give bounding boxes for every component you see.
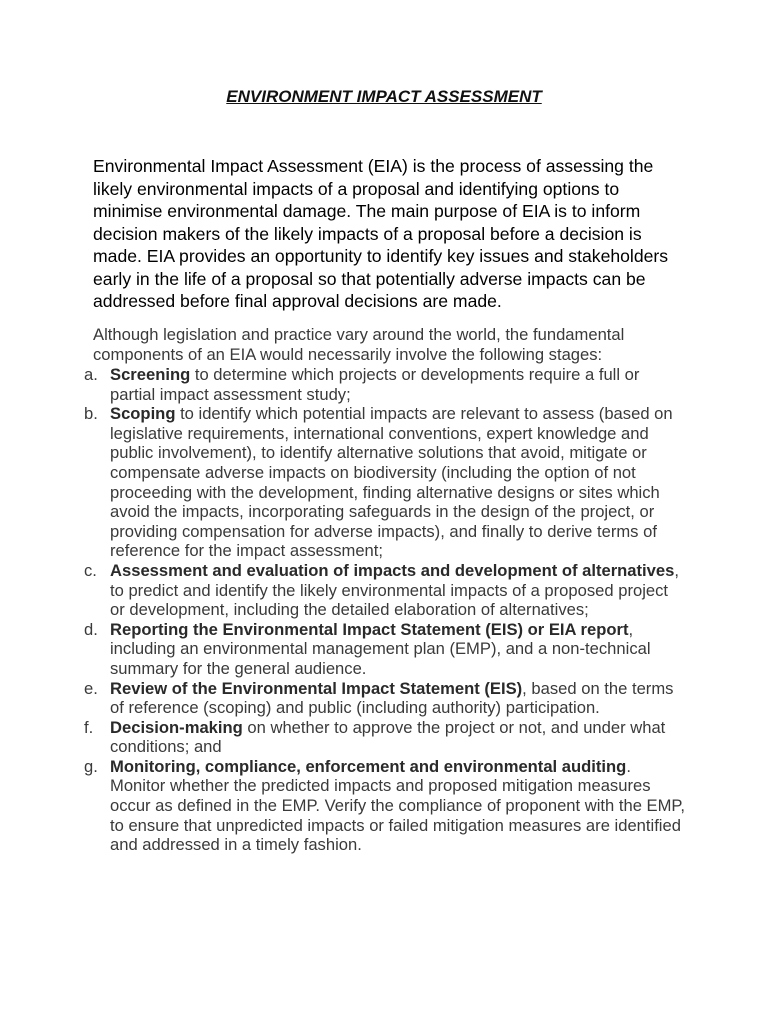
stage-body xyxy=(110,679,686,718)
stage-text: to determine which projects or developments require a full or partial impact assessment study; xyxy=(110,365,640,404)
stage-item-review xyxy=(82,679,686,718)
stage-item-scoping xyxy=(82,404,686,561)
document-title: ENVIRONMENT IMPACT ASSESSMENT xyxy=(226,87,542,106)
stage-body xyxy=(110,561,686,620)
stage-text: , to predict and identify the likely environmental impacts of a proposed project or development, including the detailed elaboration of alternatives; xyxy=(110,560,679,620)
stage-body xyxy=(110,404,686,561)
stage-item-reporting xyxy=(82,620,686,679)
stage-body xyxy=(110,365,686,404)
stage-text: , including an environmental management plan (EMP), and a non-technical summary for the general audience. xyxy=(110,619,651,678)
stage-term: Screening xyxy=(110,365,191,384)
stage-text: , based on the terms of reference (scoping) and public (including authority) participation. xyxy=(110,678,674,718)
stage-marker: a. xyxy=(84,365,98,384)
stage-marker: d. xyxy=(84,619,98,639)
stage-body xyxy=(110,620,686,679)
intro-paragraph: Environmental Impact Assessment (EIA) is the process of assessing the likely environmental impacts of a proposal and identifying options to minimise environmental damage. The main purpose of EIA is to inform decision makers of the likely impacts of a proposal before a decision is made. EIA provides an opportunity to identify key issues and stakeholders early in the life of a proposal so that potentially adverse impacts can be addressed before final approval decisions are made. xyxy=(93,156,669,311)
stage-item-assessment xyxy=(82,561,686,620)
stage-marker: e. xyxy=(84,678,98,698)
stage-item-monitoring xyxy=(82,757,686,855)
stage-term: Scoping xyxy=(110,404,176,424)
stage-term: Assessment and evaluation of impacts and development of alternatives xyxy=(110,560,675,580)
stage-marker: c. xyxy=(84,560,97,580)
stage-text: on whether to approve the project or not, and under what conditions; and xyxy=(110,717,666,757)
stages-lead-paragraph: Although legislation and practice vary around the world, the fundamental components of an EIA would necessarily involve the following stages: xyxy=(93,325,625,364)
stage-body xyxy=(110,757,686,855)
stage-text: to identify which potential impacts are relevant to assess (based on legislative requirements, international conventions, expert knowledge and public involvement), to identify alternative solutions that avoid, mitigate or compensate adverse impacts on biodiversity (including the option of not proceeding with the development, finding alternative designs or sites which avoid the impacts, incorporating safeguards in the design of the project, or providing compensation for adverse impacts), and finally to derive terms of reference for the impact assessment; xyxy=(110,404,673,561)
stage-marker: g. xyxy=(84,756,98,776)
stage-term: Review of the Environmental Impact Statement (EIS) xyxy=(110,678,523,698)
stage-term: Decision-making xyxy=(110,717,243,737)
stage-text: . Monitor whether the predicted impacts and proposed mitigation measures occur as defined in the EMP. Verify the compliance of proponent with the EMP, to ensure that unpredicted impacts or failed mitigation measures are identified and addressed in a timely fashion. xyxy=(110,756,685,855)
stage-body xyxy=(110,718,686,757)
stage-marker: f. xyxy=(84,717,94,737)
stages-list xyxy=(82,365,686,855)
stage-item-screening xyxy=(82,365,686,404)
stage-term: Monitoring, compliance, enforcement and environmental auditing xyxy=(110,756,627,776)
stage-item-decision-making xyxy=(82,718,686,757)
stage-marker: b. xyxy=(84,404,98,424)
stage-term: Reporting the Environmental Impact Statement (EIS) or EIA report xyxy=(110,619,629,639)
